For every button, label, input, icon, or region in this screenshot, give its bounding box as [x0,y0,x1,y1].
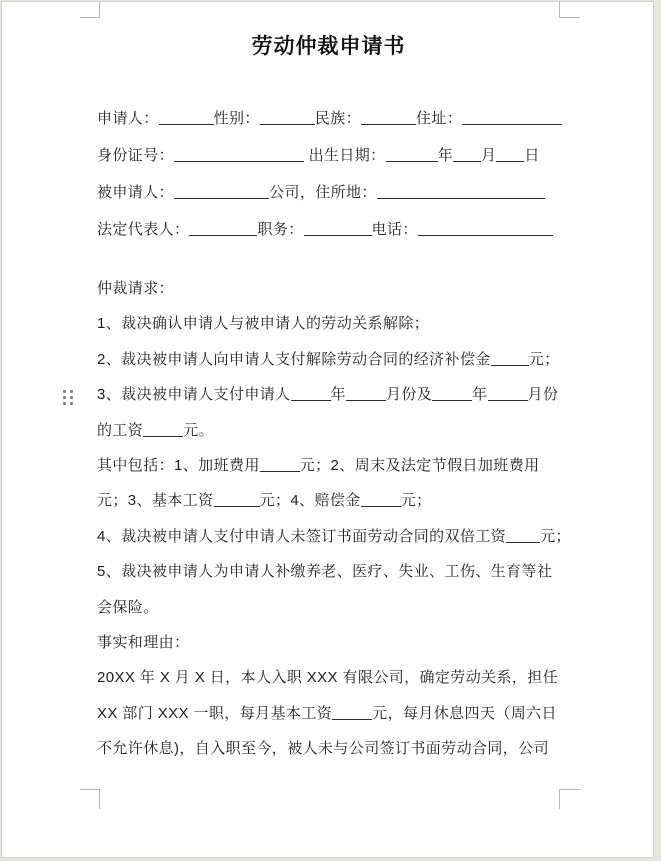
line-text: 出生日期： [304,147,386,164]
line-text: 年 [437,147,453,164]
line-text: 5、裁决被申请人为申请人补缴养老、医疗、失业、工伤、生育等社 [97,563,553,581]
paragraph-line-1 [97,271,567,306]
line-text: 被申请人： [97,184,175,201]
line-text: 3、裁决被申请人支付申请人 [97,386,291,404]
line-text: 2、裁决被申请人向申请人支付解除劳动合同的经济补偿金 [97,350,491,368]
paragraph-line-3 [97,342,567,377]
line-text: 1、裁决确认申请人与被申请人的劳动关系解除； [97,315,430,333]
fill-in-blank [496,147,524,162]
line-text: 元；4、赔偿金 [259,492,361,510]
fill-in-blank [488,386,528,401]
line-text: 民族： [314,110,362,127]
line-text: 元，每月休息四天（周六日 [372,704,557,722]
paragraph-line-13 [97,696,567,731]
line-text: 职务： [257,221,304,238]
line-text: 的工资 [97,421,144,439]
paragraph-line-12 [97,660,567,695]
fill-in-blank [332,705,372,720]
fill-in-blank [432,386,472,401]
line-text: 会保险。 [97,598,159,616]
line-text: 身份证号： [97,147,175,164]
fill-in-blank [304,221,372,236]
margin-crop-mark-bottom-right [559,789,580,809]
fill-in-blank [506,528,540,543]
fill-in-blank [346,386,386,401]
line-text: XX 部门 XXX 一职，每月基本工资 [97,704,333,722]
fill-in-blank [386,147,438,162]
line-text: 元。 [183,421,215,439]
line-text: 日 [524,147,540,164]
line-text: 事实和理由： [97,633,190,651]
line-text: 住址： [416,110,463,127]
paragraph-line-8 [97,519,571,554]
paragraph-line-9 [97,554,567,589]
form-line-4 [97,211,567,248]
fill-in-blank [361,492,401,507]
line-text: 年 [472,386,488,404]
fill-in-blank [462,110,562,125]
form-line-1 [97,100,567,137]
paragraph-line-10 [97,590,567,625]
form-line-2 [97,137,567,174]
line-text: 申请人： [97,110,159,127]
line-text: 4、裁决被申请人支付申请人未签订书面劳动合同的双倍工资 [97,527,507,545]
fill-in-blank [491,351,529,366]
fill-in-blank [214,492,260,507]
paragraph-line-6 [97,448,567,483]
line-text: 公司，住所地： [269,184,377,201]
line-text: 元；2、周末及法定节假日加班费用 [299,456,540,474]
line-text: 20XX 年 X 月 X 日，本人入职 XXX 有限公司，确定劳动关系，担任 [97,669,559,687]
line-text: 月 [481,147,497,164]
line-text: 元；3、基本工资 [97,492,214,510]
line-text: 不允许休息)，自入职至今，被人未与公司签订书面劳动合同，公司 [97,740,549,758]
line-text: 电话： [371,221,418,238]
fill-in-blank [453,147,481,162]
drag-handle-icon[interactable] [61,388,75,407]
margin-crop-mark-top-right [559,2,580,18]
fill-in-blank [189,221,257,236]
line-text: 元； [528,350,560,368]
line-text: 法定代表人： [97,221,190,238]
form-section [97,100,567,248]
fill-in-blank [418,221,553,236]
line-text: 其中包括：1、加班费用 [97,456,260,474]
fill-in-blank [291,386,331,401]
document-title: 劳动仲裁申请书 [251,35,406,58]
fill-in-blank [174,147,304,162]
fill-in-blank [260,110,315,125]
fill-in-blank [143,422,183,437]
paragraph-line-2 [97,306,567,341]
line-text: 仲裁请求： [97,280,175,297]
paragraph-line-11 [97,625,567,660]
body-section [97,271,571,766]
line-text: 元； [400,492,432,510]
line-text: 年 [330,386,346,404]
fill-in-blank [361,110,416,125]
fill-in-blank [260,457,300,472]
margin-crop-mark-bottom-left [80,789,100,809]
paragraph-line-5 [97,413,567,448]
paragraph-line-7 [97,483,567,518]
margin-crop-mark-top-left [80,2,100,18]
line-text: 元； [540,527,571,545]
fill-in-blank [377,184,545,199]
line-text: 月份 [527,386,559,404]
paragraph-line-14 [97,731,567,766]
line-text: 月份及 [385,386,433,404]
fill-in-blank [174,184,269,199]
paragraph-line-4 [97,377,567,412]
form-line-3 [97,174,567,211]
fill-in-blank [159,110,214,125]
line-text: 性别： [213,110,260,127]
